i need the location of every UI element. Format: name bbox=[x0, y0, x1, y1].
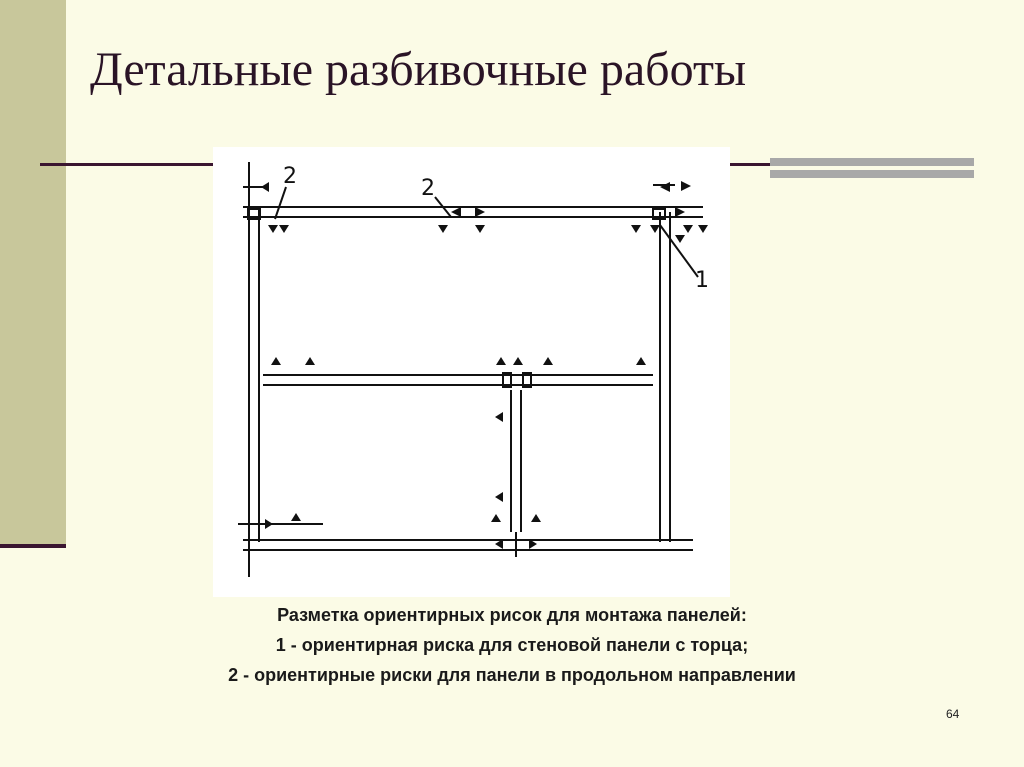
label-2-left: 2 bbox=[283, 164, 297, 189]
triangle-mark bbox=[683, 225, 693, 233]
label-1: 1 bbox=[695, 268, 709, 293]
triangle-mark bbox=[495, 492, 503, 502]
triangle-mark bbox=[271, 357, 281, 365]
triangle-mark bbox=[265, 519, 273, 529]
triangle-mark bbox=[513, 357, 523, 365]
triangle-mark bbox=[681, 181, 691, 191]
caption-line-1: Разметка ориентирных рисок для монтажа панелей: bbox=[277, 605, 747, 625]
triangle-mark bbox=[438, 225, 448, 233]
triangle-mark bbox=[291, 513, 301, 521]
triangle-mark bbox=[531, 514, 541, 522]
triangle-mark bbox=[650, 225, 660, 233]
triangle-mark bbox=[660, 182, 670, 192]
triangle-mark bbox=[451, 207, 461, 217]
triangle-mark bbox=[543, 357, 553, 365]
sidebar-bottom-rule bbox=[0, 544, 66, 548]
caption-line-2: 1 - ориентирная риска для стеновой панели с торца; bbox=[275, 635, 749, 655]
triangle-mark bbox=[675, 207, 685, 217]
triangle-mark bbox=[305, 357, 315, 365]
layout-diagram bbox=[213, 147, 730, 597]
title-divider-accent bbox=[770, 158, 974, 178]
triangle-mark bbox=[496, 357, 506, 365]
triangle-mark bbox=[268, 225, 278, 233]
triangle-mark bbox=[495, 412, 503, 422]
triangle-mark bbox=[261, 182, 269, 192]
leader-1 bbox=[660, 225, 698, 277]
slide-title: Детальные разбивочные работы bbox=[90, 43, 747, 96]
triangle-mark bbox=[279, 225, 289, 233]
figure-caption bbox=[60, 600, 964, 690]
triangle-mark bbox=[698, 225, 708, 233]
triangle-mark bbox=[675, 235, 685, 243]
decorative-sidebar bbox=[0, 0, 66, 545]
leader-2-left bbox=[275, 187, 286, 219]
triangle-mark bbox=[475, 207, 485, 217]
caption-line-3: 2 - ориентирные риски для панели в продольном направлении bbox=[228, 665, 796, 685]
triangle-mark bbox=[491, 514, 501, 522]
triangle-mark bbox=[475, 225, 485, 233]
label-2-middle: 2 bbox=[421, 176, 435, 201]
triangle-mark bbox=[636, 357, 646, 365]
page-number: 64 bbox=[946, 707, 960, 721]
triangle-mark bbox=[631, 225, 641, 233]
